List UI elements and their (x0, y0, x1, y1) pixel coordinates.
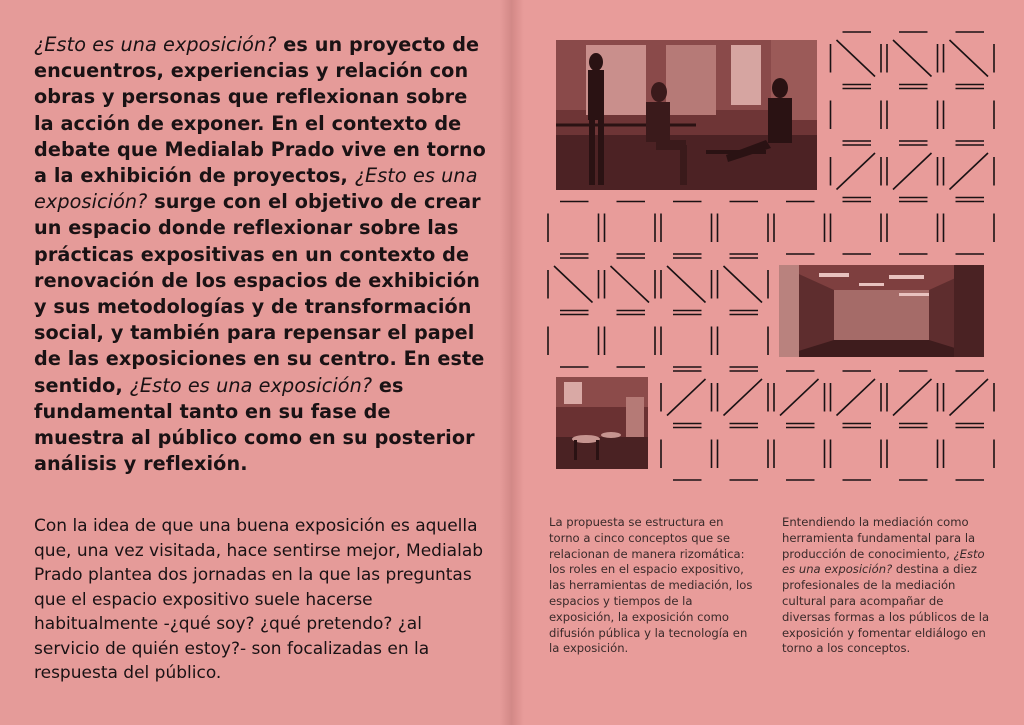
grid-diagonal (950, 40, 989, 77)
empty-gallery-photo (779, 265, 984, 357)
caption-mediation-text: Entendiendo la mediación como herramienta fundamental para la producción de conocimiento, (782, 515, 976, 561)
lead-title-italic-3: ¿Esto es una exposición? (129, 373, 373, 397)
lead-paragraph (34, 32, 486, 477)
meeting-photo (556, 40, 817, 190)
lead-title-italic: ¿Esto es una exposición? (34, 33, 277, 56)
page-gutter (500, 0, 524, 725)
grid-diagonal (837, 153, 876, 190)
grid-diagonal (667, 266, 706, 303)
caption-mediation-text-2: destina a diez profesionales de la mediación cultural para acompañar de diversas formas a los públicos de la exposición y fomentar eldiálogo en torno a los conceptos. (782, 562, 990, 656)
second-paragraph: Con la idea de que una buena exposición es aquella que, una vez visitada, hace sentirse mejor, Medialab Prado plantea dos jornadas en la que las preguntas que el espacio expositivo suele hacerse habitualmente -¿qué soy? ¿qué pretendo? ¿al servicio de quién estoy?- son focalizadas en la respuesta del público. (34, 516, 484, 683)
grid-diagonal (893, 379, 932, 416)
grid-diagonal (837, 379, 876, 416)
grid-diagonal (893, 153, 932, 190)
grid-diagonal (611, 266, 650, 303)
lead-title-italic-2: ¿Esto es una exposición? (34, 164, 478, 214)
lead-text-3: es fundamental tanto en su fase de muestra al público como en su posterior análisis y reflexión. (34, 373, 475, 476)
exhibition-space-photo (556, 377, 648, 469)
grid-diagonal (950, 153, 989, 190)
lead-text: es un proyecto de encuentros, experiencias y relación con obras y personas que reflexionan sobre la acción de exponer. En el contexto de debate que Medialab Prado vive en torno a la exhibición de proyectos, (34, 33, 486, 188)
grid-diagonal (780, 379, 819, 416)
lead-text-2: surge con el objetivo de crear un espacio donde reflexionar sobre las prácticas expositivas en un contexto de renovación de los espacios de exhibición y sus metodologías y de transformación social, y también para repensar el papel de las exposiciones en su centro. En este sentido, (34, 190, 485, 397)
grid-diagonal (724, 379, 763, 416)
grid-diagonal (893, 40, 932, 77)
caption-concepts: La propuesta se estructura en torno a cinco conceptos que se relacionan de manera rizomática: los roles en el espacio expositivo, las herramientas de mediación, los espacios y tiempos de la exposición, la exposición como difusión pública y la tecnología en la exposición. (549, 515, 753, 656)
grid-diagonal (837, 40, 876, 77)
grid-diagonal (667, 379, 706, 416)
caption-mediation-title: ¿Esto es una exposición? (782, 546, 985, 577)
caption-mediation (782, 515, 990, 657)
grid-diagonal (554, 266, 593, 303)
grid-diagonal (950, 379, 989, 416)
grid-diagonal (724, 266, 763, 303)
